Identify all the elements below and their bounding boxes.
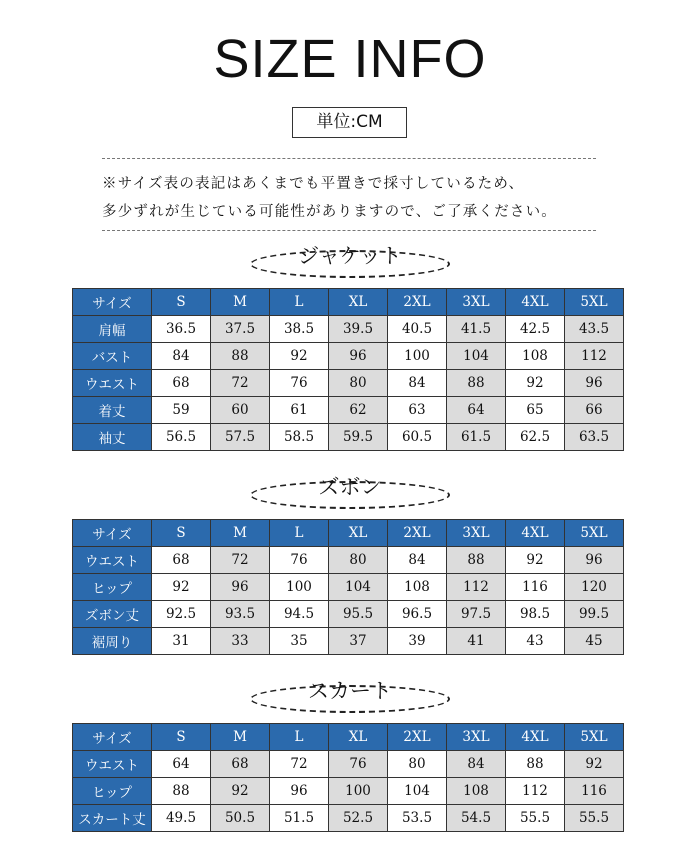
size-header-cell: 2XL [388,289,447,316]
table-cell: 68 [152,370,211,397]
row-label-cell: 裾周り [73,628,152,655]
table-cell: 98.5 [506,601,565,628]
table-cell: 39.5 [329,316,388,343]
table-cell: 63 [388,397,447,424]
size-header-cell: 3XL [447,520,506,547]
table-cell: 96 [270,778,329,805]
table-cell: 62 [329,397,388,424]
table-cell: 96.5 [388,601,447,628]
table-row [73,397,624,424]
table-cell: 50.5 [211,805,270,832]
section-title-skirt-text: スカート [308,679,392,703]
table-cell: 72 [270,751,329,778]
table-cell: 100 [388,343,447,370]
header-label-cell: サイズ [73,520,152,547]
table-cell: 84 [388,370,447,397]
size-header-cell: L [270,289,329,316]
table-cell: 37 [329,628,388,655]
table-cell: 120 [565,574,624,601]
table-header-row [73,289,624,316]
table-cell: 80 [329,547,388,574]
row-label-cell: 肩幅 [73,316,152,343]
table-cell: 41.5 [447,316,506,343]
table-header-row [73,724,624,751]
size-header-cell: L [270,520,329,547]
table-cell: 52.5 [329,805,388,832]
table-cell: 92 [211,778,270,805]
row-label-cell: 着丈 [73,397,152,424]
size-header-cell: 2XL [388,724,447,751]
header-label-cell: サイズ [73,724,152,751]
table-row [73,547,624,574]
row-label-cell: ウエスト [73,370,152,397]
row-label-cell: ウエスト [73,751,152,778]
table-cell: 92 [270,343,329,370]
table-cell: 108 [506,343,565,370]
jacket-size-table [72,288,624,451]
row-label-cell: 袖丈 [73,424,152,451]
table-cell: 96 [565,370,624,397]
table-cell: 112 [565,343,624,370]
table-row [73,424,624,451]
table-cell: 61 [270,397,329,424]
divider-bottom [102,230,596,231]
size-header-cell: M [211,289,270,316]
table-cell: 37.5 [211,316,270,343]
section-title-jacket-text: ジャケット [298,244,402,268]
table-cell: 92 [152,574,211,601]
table-cell: 104 [329,574,388,601]
table-cell: 53.5 [388,805,447,832]
table-cell: 84 [152,343,211,370]
table-cell: 88 [447,370,506,397]
divider-top [102,158,596,159]
size-header-cell: 5XL [565,520,624,547]
row-label-cell: ヒップ [73,574,152,601]
section-title-skirt [250,679,450,713]
size-header-cell: S [152,520,211,547]
size-header-cell: 4XL [506,520,565,547]
table-cell: 94.5 [270,601,329,628]
section-title-jacket [250,244,450,278]
note-line-1: ※サイズ表の表記はあくまでも平置きで採寸しているため、 [102,176,525,192]
row-label-cell: スカート丈 [73,805,152,832]
table-cell: 99.5 [565,601,624,628]
table-cell: 54.5 [447,805,506,832]
table-cell: 41 [447,628,506,655]
table-cell: 96 [329,343,388,370]
row-label-cell: バスト [73,343,152,370]
table-cell: 49.5 [152,805,211,832]
table-cell: 60.5 [388,424,447,451]
table-cell: 104 [388,778,447,805]
row-label-cell: ズボン丈 [73,601,152,628]
table-cell: 39 [388,628,447,655]
row-label-cell: ウエスト [73,547,152,574]
size-header-cell: L [270,724,329,751]
table-cell: 65 [506,397,565,424]
table-cell: 56.5 [152,424,211,451]
table-cell: 112 [506,778,565,805]
table-cell: 100 [329,778,388,805]
size-header-cell: S [152,724,211,751]
skirt-size-table [72,723,624,832]
table-cell: 92 [565,751,624,778]
note-line-2: 多少ずれが生じている可能性がありますので、ご了承ください。 [102,204,558,220]
table-cell: 68 [211,751,270,778]
table-cell: 92 [506,547,565,574]
table-cell: 62.5 [506,424,565,451]
table-cell: 92 [506,370,565,397]
table-cell: 57.5 [211,424,270,451]
unit-label: 単位:CM [292,107,407,138]
table-row [73,343,624,370]
table-cell: 68 [152,547,211,574]
table-cell: 63.5 [565,424,624,451]
table-cell: 64 [447,397,506,424]
table-cell: 97.5 [447,601,506,628]
table-cell: 84 [388,547,447,574]
table-cell: 43 [506,628,565,655]
size-header-cell: 2XL [388,520,447,547]
table-cell: 33 [211,628,270,655]
table-cell: 72 [211,547,270,574]
table-cell: 80 [388,751,447,778]
table-cell: 95.5 [329,601,388,628]
table-cell: 76 [329,751,388,778]
table-cell: 116 [506,574,565,601]
table-cell: 96 [211,574,270,601]
table-cell: 45 [565,628,624,655]
table-cell: 40.5 [388,316,447,343]
table-cell: 80 [329,370,388,397]
size-header-cell: XL [329,520,388,547]
table-cell: 38.5 [270,316,329,343]
table-cell: 104 [447,343,506,370]
table-row [73,601,624,628]
table-cell: 42.5 [506,316,565,343]
table-cell: 96 [565,547,624,574]
table-cell: 35 [270,628,329,655]
table-cell: 36.5 [152,316,211,343]
table-cell: 55.5 [565,805,624,832]
header-label-cell: サイズ [73,289,152,316]
table-row [73,628,624,655]
table-cell: 92.5 [152,601,211,628]
size-header-cell: M [211,520,270,547]
section-title-pants-text: ズボン [318,475,382,499]
size-header-cell: M [211,724,270,751]
table-header-row [73,520,624,547]
page-title: SIZE INFO [213,29,487,89]
size-header-cell: 4XL [506,724,565,751]
table-cell: 60 [211,397,270,424]
table-cell: 108 [388,574,447,601]
size-header-cell: S [152,289,211,316]
table-cell: 116 [565,778,624,805]
size-header-cell: XL [329,289,388,316]
table-cell: 31 [152,628,211,655]
size-header-cell: 4XL [506,289,565,316]
table-cell: 108 [447,778,506,805]
table-cell: 88 [211,343,270,370]
table-cell: 93.5 [211,601,270,628]
table-cell: 66 [565,397,624,424]
table-cell: 59.5 [329,424,388,451]
table-cell: 72 [211,370,270,397]
table-cell: 84 [447,751,506,778]
pants-size-table [72,519,624,655]
table-row [73,778,624,805]
size-header-cell: 3XL [447,724,506,751]
table-cell: 88 [506,751,565,778]
table-row [73,574,624,601]
table-cell: 88 [152,778,211,805]
table-cell: 43.5 [565,316,624,343]
table-cell: 76 [270,370,329,397]
table-cell: 61.5 [447,424,506,451]
table-row [73,751,624,778]
table-cell: 59 [152,397,211,424]
table-row [73,316,624,343]
table-cell: 100 [270,574,329,601]
table-cell: 55.5 [506,805,565,832]
table-cell: 58.5 [270,424,329,451]
table-cell: 51.5 [270,805,329,832]
row-label-cell: ヒップ [73,778,152,805]
table-row [73,805,624,832]
table-cell: 64 [152,751,211,778]
table-cell: 112 [447,574,506,601]
size-header-cell: 5XL [565,289,624,316]
size-header-cell: 5XL [565,724,624,751]
size-header-cell: 3XL [447,289,506,316]
size-header-cell: XL [329,724,388,751]
table-cell: 76 [270,547,329,574]
table-row [73,370,624,397]
section-title-pants [250,475,450,509]
table-cell: 88 [447,547,506,574]
